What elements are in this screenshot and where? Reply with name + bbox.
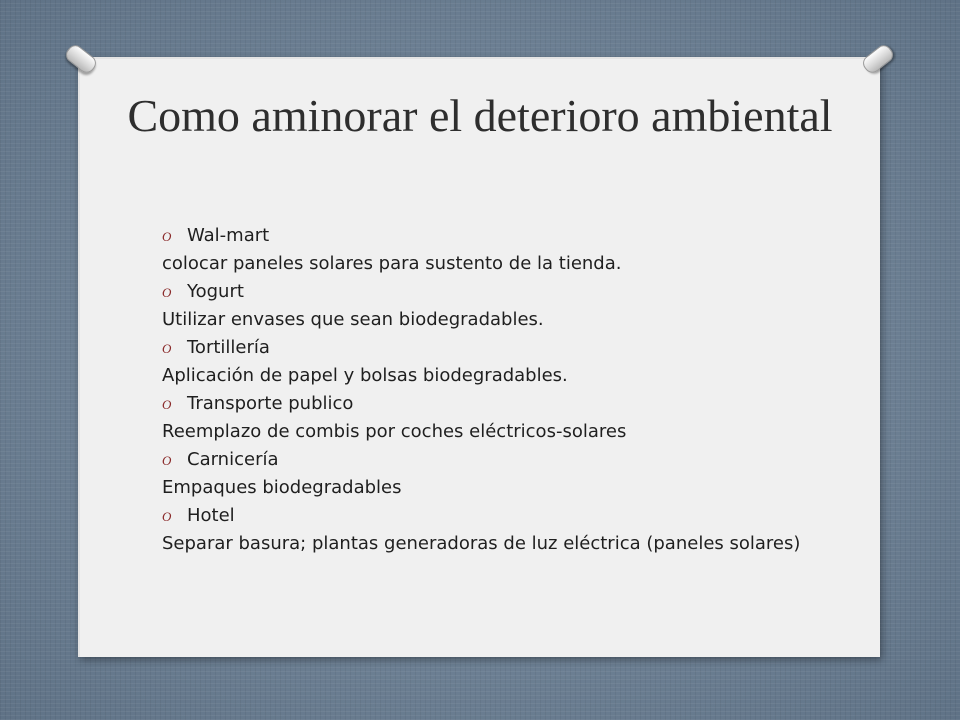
list-item-heading <box>162 390 842 419</box>
bullet-icon: O <box>162 397 172 412</box>
list-item-heading <box>162 502 842 531</box>
item-heading: Transporte publico <box>187 393 354 414</box>
item-description: Empaques biodegradables <box>162 477 402 499</box>
item-heading: Tortillería <box>187 337 270 358</box>
bullet-icon: O <box>162 509 172 524</box>
item-description: Separar basura; plantas generadoras de luz eléctrica (paneles solares) <box>162 533 801 555</box>
item-description: Aplicación de papel y bolsas biodegradables. <box>162 365 568 387</box>
bullet-icon: O <box>162 453 172 468</box>
item-heading: Hotel <box>187 505 235 526</box>
slide-title: Como aminorar el deterioro ambiental <box>127 90 833 141</box>
item-description: Utilizar envases que sean biodegradables. <box>162 309 544 331</box>
bullet-icon: O <box>162 229 172 244</box>
list-item-heading <box>162 278 842 307</box>
item-heading: Yogurt <box>187 281 244 302</box>
item-description: Reemplazo de combis por coches eléctricos-solares <box>162 421 627 443</box>
list-item-heading <box>162 222 842 251</box>
item-heading: Carnicería <box>187 449 279 470</box>
bullet-icon: O <box>162 285 172 300</box>
item-description: colocar paneles solares para sustento de la tienda. <box>162 253 622 275</box>
slide-content <box>162 222 842 558</box>
list-item-heading <box>162 334 842 363</box>
list-item-heading <box>162 446 842 475</box>
item-heading: Wal-mart <box>187 225 270 246</box>
bullet-icon: O <box>162 341 172 356</box>
